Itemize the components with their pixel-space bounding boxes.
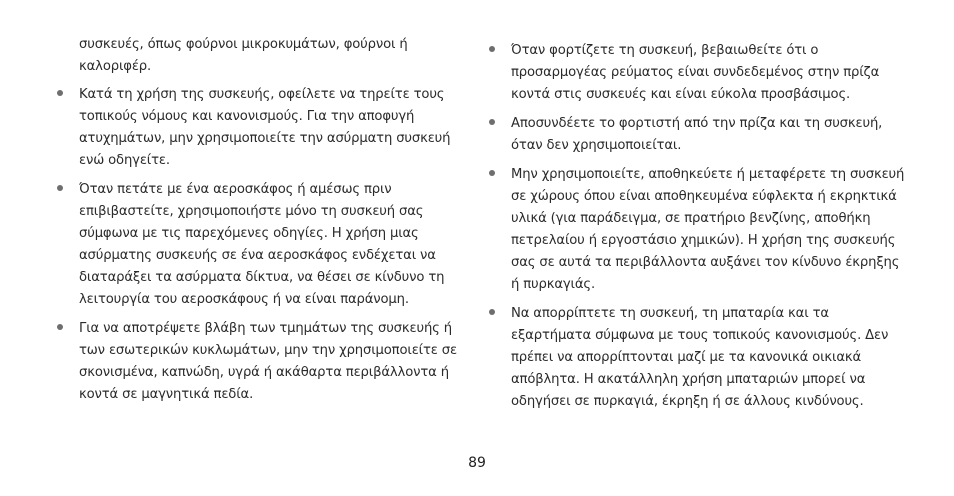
bullet-dot-icon <box>489 46 495 52</box>
bullet-text: Κατά τη χρήση της συσκευής, οφείλετε να τηρείτε τους τοπικούς νόμους και κανονισμούς. Για την αποφυγή ατυχημάτων, μην χρησιμοποιείτε την ασύρματη συσκευή ενώ οδηγείτε. <box>79 87 451 168</box>
bullet-text: Όταν φορτίζετε τη συσκευή, βεβαιωθείτε ότι ο προσαρμογέας ρεύματος είναι συνδεδεμένος στην πρίζα κοντά στις συσκευές και είναι εύκολα προσβάσιμος. <box>511 43 880 102</box>
bullet-dot-icon <box>489 170 495 176</box>
bullet-text: Μην χρησιμοποιείτε, αποθηκεύετε ή μεταφέρετε τη συσκευή σε χώρους όπου είναι αποθηκευμένα εύφλεκτα ή εκρηκτικά υλικά (για παράδειγμα, σε πρατήριο βενζίνης, αποθήκη πετρελαίου ή εργοστάσιο χημικών). Η χρήση της συσκευής σας σε αυτά τα περιβάλλοντα αυξάνει τον κίνδυνο έκρηξης ή πυρκαγιάς. <box>511 167 905 292</box>
bullet-item <box>57 179 467 311</box>
left-column <box>57 34 467 413</box>
bullet-item <box>489 113 909 157</box>
bullet-text: Να απορρίπτετε τη συσκευή, τη μπαταρία και τα εξαρτήματα σύμφωνα με τους τοπικούς κανονισμούς. Δεν πρέπει να απορρίπτονται μαζί με τα κανονικά οικιακά απόβλητα. Η ακατάλληλη χρήση μπαταριών μπορεί να οδηγήσει σε πυρκαγιά, έκρηξη ή σε άλλους κινδύνους. <box>511 306 889 409</box>
bullet-dot-icon <box>57 90 63 96</box>
bullet-text: Αποσυνδέετε το φορτιστή από την πρίζα και τη συσκευή, όταν δεν χρησιμοποιείται. <box>511 116 883 153</box>
bullet-dot-icon <box>489 309 495 315</box>
bullet-dot-icon <box>489 119 495 125</box>
bullet-item <box>57 318 467 406</box>
right-column <box>489 40 909 420</box>
page-number: 89 <box>468 455 486 471</box>
continuation-paragraph: συσκευές, όπως φούρνοι μικροκυμάτων, φούρνοι ή καλοριφέρ. <box>79 37 408 74</box>
bullet-dot-icon <box>57 324 63 330</box>
bullet-item <box>489 303 909 413</box>
bullet-text: Όταν πετάτε με ένα αεροσκάφος ή αμέσως πριν επιβιβαστείτε, χρησιμοποιήστε μόνο τη συσκευή σας σύμφωνα με τις παρεχόμενες οδηγίες. Η χρήση μιας ασύρματης συσκευής σε ένα αεροσκάφος ενδέχεται να διαταράξει τα ασύρματα δίκτυα, να θέσει σε κίνδυνο τη λειτουργία του αεροσκάφους ή να είναι παράνομη. <box>79 182 445 307</box>
bullet-text: Για να αποτρέψετε βλάβη των τμημάτων της συσκευής ή των εσωτερικών κυκλωμάτων, μην την χρησιμοποιείτε σε σκονισμένα, καπνώδη, υγρά ή ακάθαρτα περιβάλλοντα ή κοντά σε μαγνητικά πεδία. <box>79 321 457 402</box>
bullet-dot-icon <box>57 185 63 191</box>
bullet-item <box>489 164 909 296</box>
bullet-item <box>57 84 467 172</box>
bullet-item <box>489 40 909 106</box>
